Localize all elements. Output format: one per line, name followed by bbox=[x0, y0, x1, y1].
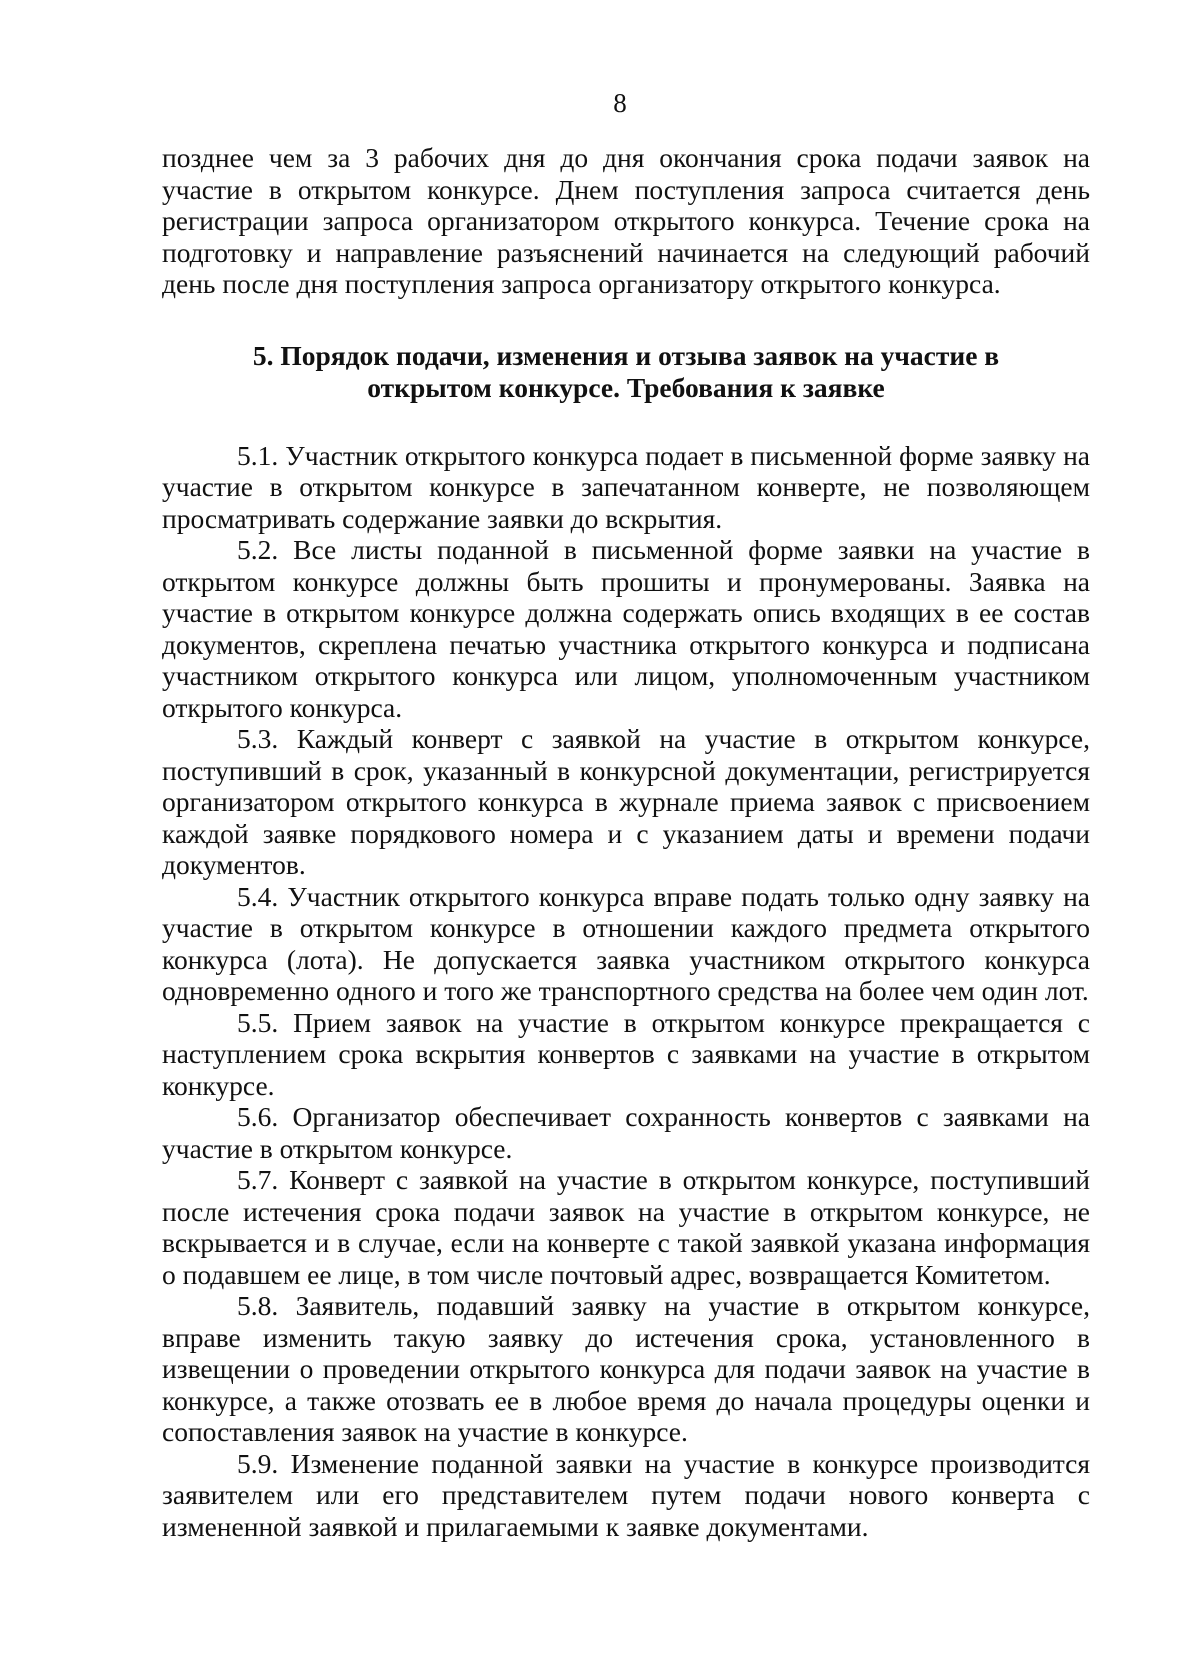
section-title-line-2: открытом конкурсе. Требования к заявке bbox=[367, 371, 885, 403]
paragraph-5-3: 5.3. Каждый конверт с заявкой на участие в открытом конкурсе, поступивший в срок, указанный в конкурсной документации, регистрируется организатором открытого конкурса в журнале приема заявок с присвоением каждой заявке порядкового номера и с указанием даты и времени подачи документов. bbox=[162, 723, 1090, 880]
paragraph-5-5: 5.5. Прием заявок на участие в открытом конкурсе прекращается с наступлением срока вскрытия конвертов с заявками на участие в открытом конкурсе. bbox=[162, 1006, 1090, 1101]
intro-paragraph: позднее чем за 3 рабочих дня до дня окончания срока подачи заявок на участие в открытом конкурсе. Днем поступления запроса считается день регистрации запроса организатором открытого конкурса. Течение срока на подготовку и направление разъяснений начинается на следующий рабочий день после дня поступления запроса организатору открытого конкурса. bbox=[162, 142, 1090, 299]
document-body bbox=[162, 142, 1090, 1542]
section-title-line-1: 5. Порядок подачи, изменения и отзыва заявок на участие в bbox=[252, 339, 1000, 371]
paragraph-5-2: 5.2. Все листы поданной в письменной форме заявки на участие в открытом конкурсе должны быть прошиты и пронумерованы. Заявка на участие в открытом конкурсе должна содержать опись входящих в ее состав документов, скреплена печатью участника открытого конкурса и подписана участником открытого конкурса или лицом, уполномоченным участником открытого конкурса. bbox=[162, 534, 1090, 723]
page-number: 8 bbox=[613, 88, 627, 118]
section-title bbox=[162, 340, 1090, 404]
paragraph-5-7: 5.7. Конверт с заявкой на участие в открытом конкурсе, поступивший после истечения срока подачи заявок на участие в открытом конкурсе, не вскрывается и в случае, если на конверте с такой заявкой указана информация о подавшем ее лице, в том числе почтовый адрес, возвращается Комитетом. bbox=[162, 1164, 1090, 1290]
paragraph-5-4: 5.4. Участник открытого конкурса вправе подать только одну заявку на участие в открытом конкурсе в отношении каждого предмета открытого конкурса (лота). Не допускается заявка участником открытого конкурса одновременно одного и того же транспортного средства на более чем один лот. bbox=[162, 880, 1090, 1006]
paragraph-5-9: 5.9. Изменение поданной заявки на участие в конкурсе производится заявителем или его представителем путем подачи нового конверта с измененной заявкой и прилагаемыми к заявке документами. bbox=[162, 1447, 1090, 1542]
paragraph-5-6: 5.6. Организатор обеспечивает сохранность конвертов с заявками на участие в открытом конкурсе. bbox=[162, 1101, 1090, 1164]
paragraph-5-8: 5.8. Заявитель, подавший заявку на участие в открытом конкурсе, вправе изменить такую заявку до истечения срока, установленного в извещении о проведении открытого конкурса для подачи заявок на участие в конкурсе, а также отозвать ее в любое время до начала процедуры оценки и сопоставления заявок на участие в конкурсе. bbox=[162, 1290, 1090, 1447]
paragraph-5-1: 5.1. Участник открытого конкурса подает в письменной форме заявку на участие в открытом конкурсе в запечатанном конверте, не позволяющем просматривать содержание заявки до вскрытия. bbox=[162, 439, 1090, 534]
